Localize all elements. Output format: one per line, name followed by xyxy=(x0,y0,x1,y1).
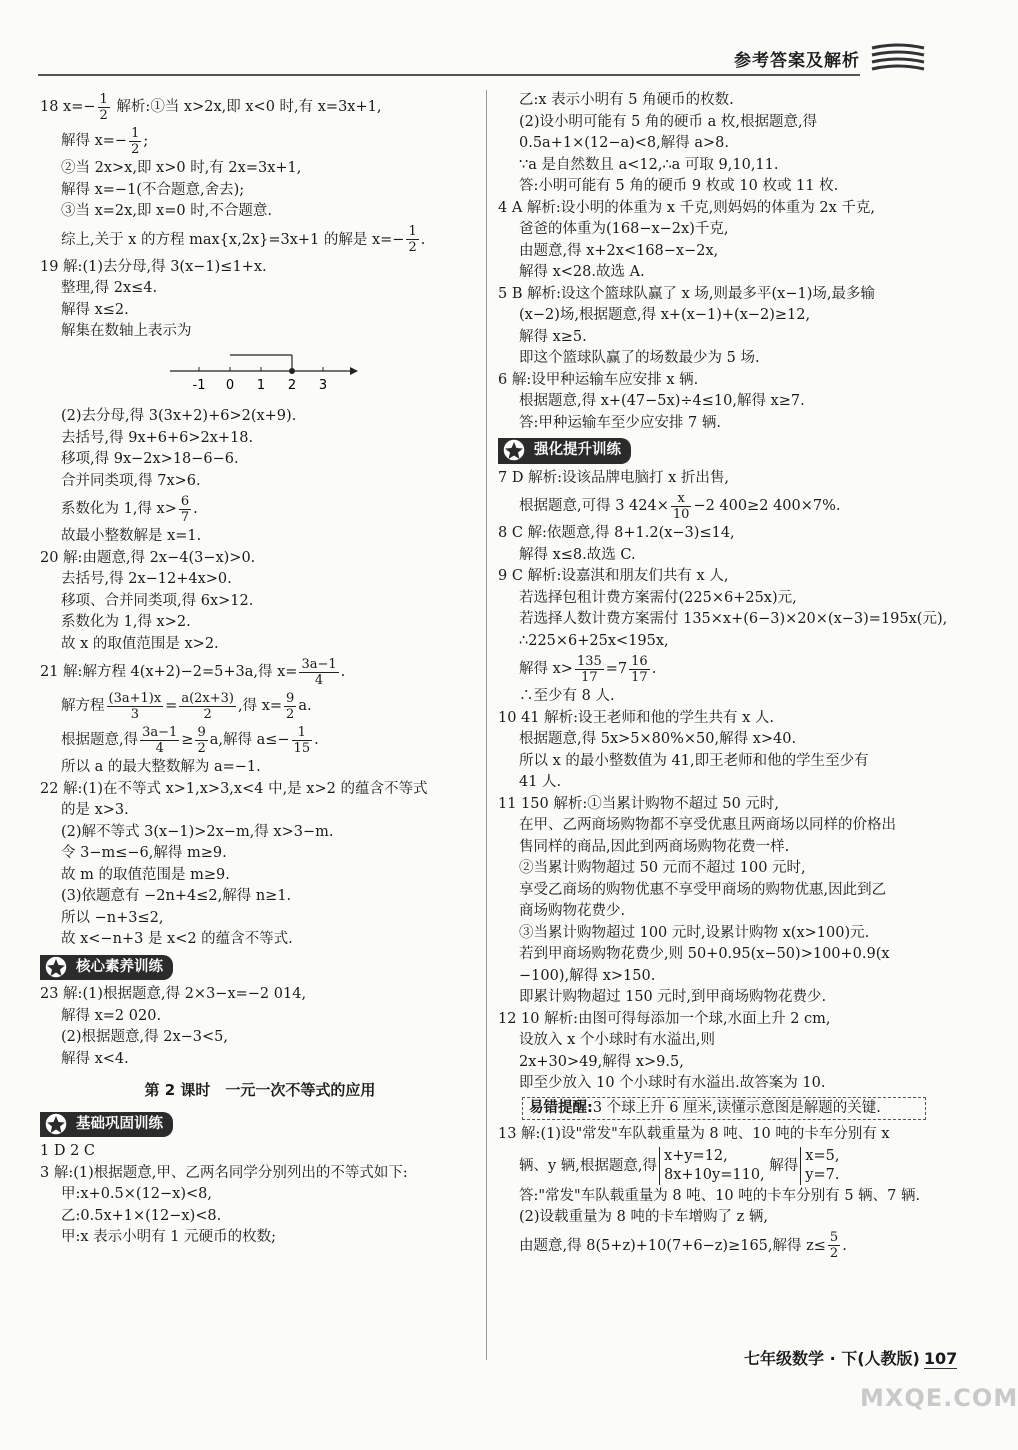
fraction: $\frac{1}{2}$ xyxy=(99,91,108,123)
answer-18: 18 x=− $\frac{1}{2}$ 解析:①当 x>2x,即 x<0 时,有 x=3x+1, xyxy=(40,91,382,123)
answer-1-2: 1 D 2 C xyxy=(40,1143,95,1159)
section-header-basic: 基础巩固训练 xyxy=(40,1112,173,1138)
fraction: $\frac{6}{7}$ xyxy=(180,493,190,525)
answer-5: 5 B 解析:设这个篮球队赢了 x 场,则最多平(x−1)场,最多输 xyxy=(498,285,875,302)
fraction: $\frac{3a-1}{4}$ xyxy=(142,724,178,756)
answer-10: 10 41 解析:设王老师和他的学生共有 x 人. xyxy=(498,709,775,726)
page-header xyxy=(38,40,928,74)
tick-label: 1 xyxy=(256,377,266,393)
fraction: $\frac{x}{10}$ xyxy=(672,490,690,522)
book-logo-icon xyxy=(868,42,928,72)
equation-system: x+y=12, 8x+10y=110, xyxy=(659,1147,765,1185)
tick-label: -1 xyxy=(192,377,206,393)
fraction: $\frac{9}{2}$ xyxy=(286,690,295,722)
fraction: $\frac{135}{17}$ xyxy=(576,653,602,685)
answer-20: 20 解:由题意,得 2x−4(3−x)>0. xyxy=(40,549,256,566)
answer-4: 4 A 解析:设小明的体重为 x 千克,则妈妈的体重为 2x 千克, xyxy=(498,199,876,216)
fraction: $\frac{9}{2}$ xyxy=(197,724,206,756)
answer-11: 11 150 解析:①当累计购物不超过 50 元时, xyxy=(498,795,780,812)
answer-13: 13 解:(1)设"常发"车队载重量为 8 吨、10 吨的卡车分别有 x xyxy=(498,1126,890,1142)
section-header-core: 核心素养训练 xyxy=(40,955,173,981)
answer-22: 22 解:(1)在不等式 x>1,x>3,x<4 中,是 x>2 的蕴含不等式 xyxy=(40,780,428,797)
answer-6: 6 解:设甲种运输车应安排 x 辆. xyxy=(498,371,699,388)
error-warning-note: 易错提醒:3 个球上升 6 厘米,读懂示意图是解题的关键. xyxy=(522,1097,926,1121)
fraction: $\frac{16}{17}$ xyxy=(631,653,648,685)
column-divider xyxy=(486,90,487,1360)
watermark: MXQE.COM xyxy=(860,1384,1018,1412)
page-number: 107 xyxy=(923,1349,958,1368)
fraction: $\frac{a(2x+3)}{2}$ xyxy=(181,690,234,722)
fraction: $\frac{1}{2}$ xyxy=(408,224,417,255)
footer-grade: 七年级数学 · 下(人教版) xyxy=(744,1349,920,1368)
star-badge-icon xyxy=(501,438,527,462)
page-footer xyxy=(744,1346,957,1369)
lesson-title: 第 2 课时 一元一次不等式的应用 xyxy=(144,1081,376,1099)
fraction: $\frac{1}{15}$ xyxy=(293,724,311,756)
tick-label: 2 xyxy=(287,377,297,393)
fraction: $\frac{1}{2}$ xyxy=(131,125,140,157)
answer-7: 7 D 解析:设该品牌电脑打 x 折出售, xyxy=(498,469,729,486)
tick-label: 3 xyxy=(318,377,328,393)
header-title: 参考答案及解析 xyxy=(734,51,860,71)
number-line xyxy=(170,349,480,403)
fraction: $\frac{5}{2}$ xyxy=(829,1230,839,1261)
answer-21: 21 解:解方程 4(x+2)−2=5+3a,得 x= $\frac{3a-1}{4}$ . xyxy=(40,656,346,688)
star-badge-icon xyxy=(43,1112,69,1136)
fraction: $\frac{(3a+1)x}{3}$ xyxy=(108,690,162,722)
solution-system: x=5, y=7. xyxy=(800,1147,839,1185)
tick-label: 0 xyxy=(225,377,235,393)
answer-23: 23 解:(1)根据题意,得 2×3−x=−2 014, xyxy=(40,986,307,1002)
fraction: $\frac{3a-1}{4}$ xyxy=(301,656,337,688)
header-rule xyxy=(38,74,860,76)
answer-19: 19 解:(1)去分母,得 3(x−1)≤1+x. xyxy=(40,258,267,275)
right-column: 乙:x 表示小明有 5 角硬币的枚数. (2)设小明可能有 5 角的硬币 a 枚,根据题意,得 0.5a+1×(12−a)<8,解得 a>8. ∵a 是自然数且 a<12,∴a 可取 9,10,11. 答:小明可能有 5 角的硬币 9 枚或 10 枚或 11 枚. 4 A 解析:设小明的体重为 x 千克,则妈妈的体重为 2x 千克, 爸爸的体重为(168−x−2x)千克, 由题意,得 x+2x<168−x−2x, 解得 x<28.故选 A. 5 B 解析:设这个篮球队赢了 x 场,则最多平(x−1)场,最多输 (x−2)场,根据题意,得 x+(x−1)+(x−2)≥12, 解得 x≥5. 即这个篮球队赢了的场数最少为 5 场. 6 解:设甲种运输车应安排 x 辆. 根据题意,得 x+(47−5x)÷4≤10,解得 x≥7. 答:甲种运输车至少应安排 7 辆. 强化提升训练 7 D 解析:设该品牌电脑打 x 折出售, 根据题意,可得 3 424× $\frac{x}{10}$ −2 400≥2 400×7%. 8 C 解:依题意,得 8+1.2(x−3)≤14, 解得 x≤8.故选 C. 9 C 解析:设嘉淇和朋友们共有 x 人, 若选择包租计费方案需付(225×6+25x)元, 若选择人数计费方案需付 135×x+(6−3)×20×(x−3)=195x(元), ∴225×6+25x<195x, 解得 x> $\frac{135}{17}$ =7 $\frac{16}{17}$ . ∴至少有 8 人. 10 41 解析:设王老师和他的学生共有 x 人. 根据题意,得 5x>5×80%×50,解得 x>40. 所以 x 的最小整数值为 41,即王老师和他的学生至少有 41 人. 11 150 解析:①当累计购物不超过 50 元时, 在甲、乙两商场购物都不享受优惠且两商场以同样的价格出 售同样的商品,因此到两商场购物花费一样. ②当累计购物超过 50 元而不超过 100 元时, 享受乙商场的购物优惠不享受甲商场的购物优惠,因此到乙 商场购物花费少. ③当累计购物超过 100 元时,设累计购物 x(x>100)元. 若到甲商场购物花费少,则 50+0.95(x−50)>100+0.9(x −100),解得 x>150. 即累计购物超过 150 元时,到甲商场购物花费少. 12 10 解析:由图可得每添加一个球,水面上升 2 cm, 设放入 x 个小球时有水溢出,则 2x+30>49,解得 x>9.5, 即至少放入 10 个小球时有水溢出.故答案为 10. 易错提醒:3 个球上升 6 厘米,读懂示意图是解题的关键. 13 解:(1)设"常发"车队载重量为 8 吨、10 吨的卡车分别有 x 辆、y 辆,根据题意,得 x+y=12, 8x+10y=110, 解得 x=5, y=7. 答:"常发"车队载重量为 8 吨、10 吨的卡车分别有 5 辆、7 辆. (2)设载重量为 8 吨的卡车增购了 z 辆, 由题意,得 8(5+z)+10(7+6−z)≥165,解得 z≤ $\frac{5}{2}$ . xyxy=(498,92,948,1261)
left-column: 18 x=− $\frac{1}{2}$ 解析:①当 x>2x,即 x<0 时,有 x=3x+1, 解得 x=− $\frac{1}{2}$ ; ②当 2x>x,即 x>0 时,有 2x=3x+1, 解得 x=−1(不合题意,舍去); ③当 x=2x,即 x=0 时,不合题意. 综上,关于 x 的方程 max{x,2x}=3x+1 的解是 x=− $\frac{1}{2}$ . 19 解:(1)去分母,得 3(x−1)≤1+x. 整理,得 2x≤4. 解得 x≤2. 解集在数轴上表示为 -1 0 1 2 3 (2)去分母,得 3(3x+2)+6>2(x+9). 去括号,得 9x+6+6>2x+18. 移项,得 9x−2x>18−6−6. 合并同类项,得 7x>6. 系数化为 1,得 x> $\frac{6}{7}$ . 故最小整数解是 x=1. 20 解:由题意,得 2x−4(3−x)>0. 去括号,得 2x−12+4x>0. 移项、合并同类项,得 6x>12. 系数化为 1,得 x>2. 故 x 的取值范围是 x>2. 21 解:解方程 4(x+2)−2=5+3a,得 x= $\frac{3a-1}{4}$ . 解方程 $\frac{(3a+1)x}{3}$ = $\frac{a(2x+3)}{2}$ ,得 x= $\frac{9}{2}$ a. 根据题意,得 $\frac{3a-1}{4}$ ≥ $\frac{9}{2}$ a,解得 a≤− $\frac{1}{15}$ . 所以 a 的最大整数解为 a=−1. 22 解:(1)在不等式 x>1,x>3,x<4 中,是 x>2 的蕴含不等式 的是 x>3. (2)解不等式 3(x−1)>2x−m,得 x>3−m. 令 3−m≤−6,解得 m≥9. 故 m 的取值范围是 m≥9. (3)依题意有 −2n+4≤2,解得 n≥1. 所以 −n+3≤2, 故 x<−n+3 是 x<2 的蕴含不等式. 核心素养训练 23 解:(1)根据题意,得 2×3−x=−2 014, 解得 x=2 020. (2)根据题意,得 2x−3<5, 解得 x<4. 第 2 课时 一元一次不等式的应用 基础巩固训练 1 D 2 C 3 解:(1)根据题意,甲、乙两名同学分别列出的不等式如下: 甲:x+0.5×(12−x)<8, 乙:0.5x+1×(12−x)<8. 甲:x 表示小明有 1 元硬币的枚数; xyxy=(40,90,480,1249)
star-badge-icon xyxy=(43,955,69,979)
answer-12: 12 10 解析:由图可得每添加一个球,水面上升 2 cm, xyxy=(498,1010,831,1027)
answer-9: 9 C 解析:设嘉淇和朋友们共有 x 人, xyxy=(498,568,729,584)
section-header-advanced: 强化提升训练 xyxy=(498,438,631,464)
answer-8: 8 C 解:依题意,得 8+1.2(x−3)≤14, xyxy=(498,525,735,541)
answer-3: 3 解:(1)根据题意,甲、乙两名同学分别列出的不等式如下: xyxy=(40,1164,408,1181)
